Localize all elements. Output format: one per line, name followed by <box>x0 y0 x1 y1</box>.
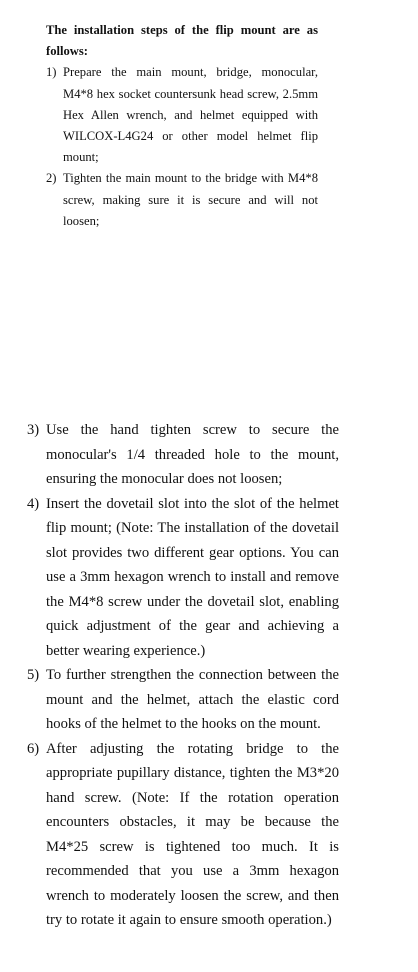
installation-steps-top <box>46 20 318 232</box>
step-number: 1) <box>46 65 57 80</box>
step-text: Insert the dovetail slot into the slot of the helmet flip mount; (Note: The installation of the dovetail slot provides two different gear options. You can use a 3mm hexagon wrench to install and remove the M4*8 screw under the dovetail slot, enabling quick adjustment of the gear and achieving a better wearing experience.) <box>46 495 339 659</box>
step-6 <box>27 737 339 933</box>
step-5 <box>27 663 339 737</box>
step-2 <box>46 168 318 232</box>
section-title: The installation steps of the flip mount are as follows: <box>46 23 318 59</box>
step-number: 2) <box>46 171 57 186</box>
step-text: To further strengthen the connection between the mount and the helmet, attach the elastic cord hooks of the helmet to the hooks on the mount. <box>46 667 339 732</box>
step-number: 5) <box>27 667 40 683</box>
step-4 <box>27 492 339 664</box>
installation-steps-bottom <box>27 418 339 933</box>
step-number: 3) <box>27 422 40 438</box>
step-text: Tighten the main mount to the bridge with M4*8 screw, making sure it is secure and will not loosen; <box>63 171 318 228</box>
step-text: After adjusting the rotating bridge to the appropriate pupillary distance, tighten the M3*20 hand screw. (Note: If the rotation operation encounters obstacles, it may be because the M4*25 screw is tightened too much. It is recommended that you use a 3mm hexagon wrench to moderately loosen the screw, and then try to rotate it again to ensure smooth operation.) <box>46 740 339 928</box>
steps-list-top <box>46 62 318 232</box>
step-number: 4) <box>27 495 40 512</box>
steps-list-bottom <box>27 418 339 933</box>
step-3 <box>27 418 339 492</box>
step-1 <box>46 62 318 168</box>
step-text: Prepare the main mount, bridge, monocular, M4*8 hex socket countersunk head screw, 2.5mm Hex Allen wrench, and helmet equipped with WILCOX-L4G24 or other model helmet flip mount; <box>63 65 318 165</box>
step-text: Use the hand tighten screw to secure the monocular's 1/4 threaded hole to the mount, ensuring the monocular does not loosen; <box>46 422 339 487</box>
step-number: 6) <box>27 740 40 757</box>
